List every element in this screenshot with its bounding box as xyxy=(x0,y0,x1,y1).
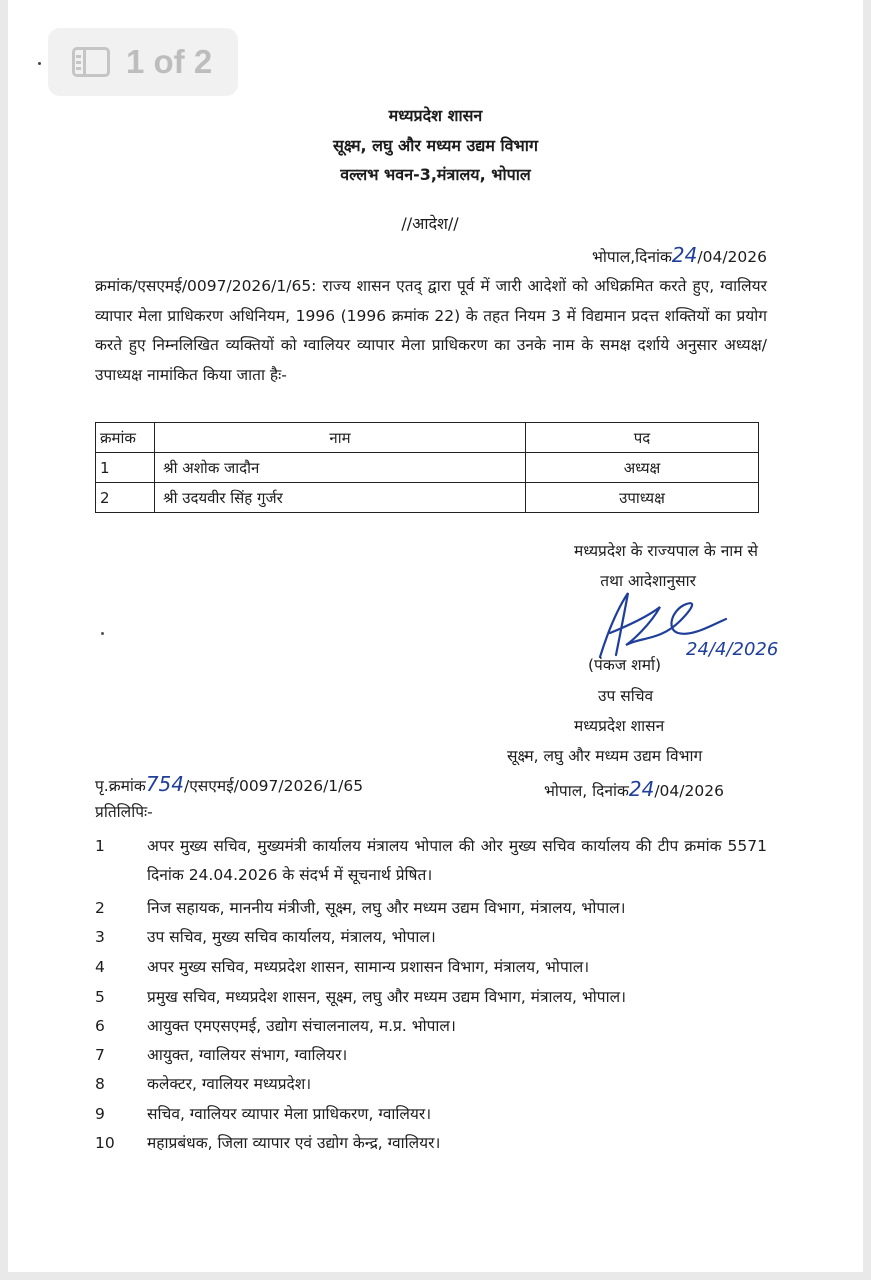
copy-number: 3 xyxy=(95,928,105,946)
copy-recipient: आयुक्त एमएसएमई, उद्योग संचालनालय, म.प्र. भोपाल। xyxy=(147,1017,456,1035)
endorsement-ref-prefix: पृ.क्रमांक xyxy=(95,777,146,795)
scan-speck xyxy=(101,632,104,635)
table-cell-serial: 2 xyxy=(96,483,155,513)
copy-number: 1 xyxy=(95,837,105,855)
endorsement-date-day: 24 xyxy=(628,777,655,801)
endorsement-ref-number: 754 xyxy=(145,772,185,796)
endorsement-ref-suffix: /एसएमई/0097/2026/1/65 xyxy=(184,777,364,795)
table-cell-post: उपाध्यक्ष xyxy=(526,483,759,513)
sidebar-panel-icon[interactable] xyxy=(72,47,110,77)
copy-number: 6 xyxy=(95,1017,105,1035)
table-header-row xyxy=(96,423,759,453)
endorsement-date-suffix: /04/2026 xyxy=(654,782,724,800)
table-header-serial: क्रमांक xyxy=(96,423,155,453)
list-item xyxy=(95,832,767,890)
copy-recipient: उप सचिव, मुख्य सचिव कार्यालय, मंत्रालय, भोपाल। xyxy=(147,928,436,946)
table-row xyxy=(96,483,759,513)
header-address: वल्लभ भवन-3,मंत्रालय, भोपाल xyxy=(340,165,531,184)
page-indicator[interactable] xyxy=(48,28,238,96)
copy-recipient: कलेक्टर, ग्वालियर मध्यप्रदेश। xyxy=(147,1075,312,1093)
copy-recipient: निज सहायक, माननीय मंत्रीजी, सूक्ष्म, लघु और मध्यम उद्यम विभाग, मंत्रालय, भोपाल। xyxy=(147,899,626,917)
copy-number: 10 xyxy=(95,1134,115,1152)
page-indicator-label: 1 of 2 xyxy=(126,43,213,80)
table-cell-post: अध्यक्ष xyxy=(526,453,759,483)
signatory-name: (पंकज शर्मा) xyxy=(588,656,662,674)
copy-recipient: सचिव, ग्वालियर व्यापार मेला प्राधिकरण, ग्वालियर। xyxy=(147,1105,432,1123)
order-date xyxy=(592,245,767,267)
copy-number: 8 xyxy=(95,1075,105,1093)
designation-department: सूक्ष्म, लघु और मध्यम उद्यम विभाग xyxy=(507,747,703,765)
scan-speck xyxy=(38,62,41,65)
designation-deputy-secretary: उप सचिव xyxy=(598,687,654,705)
order-paragraph: क्रमांक/एसएमई/0097/2026/1/65: राज्य शासन एतद् द्वारा पूर्व में जारी आदेशों को अधिक्रमित करते हुए, ग्वालियर व्यापार मेला प्राधिकरण अधिनियम, 1996 (1996 क्रमांक 22) के तहत नियम 3 में विद्यमान प्रदत्त शक्तियों का प्रयोग करते हुए निम्नलिखित व्यक्तियों को ग्वालियर व्यापार मेला प्राधिकरण का उनके नाम के समक्ष दर्शाये अनुसार अध्यक्ष/उपाध्यक्ष नामांकित किया जाता हैः- xyxy=(95,277,767,384)
authority-line-1: मध्यप्रदेश के राज्यपाल के नाम से xyxy=(573,542,758,560)
designation-government: मध्यप्रदेश शासन xyxy=(574,717,665,735)
order-date-prefix: भोपाल,दिनांक xyxy=(591,248,672,266)
header-department: सूक्ष्म, लघु और मध्यम उद्यम विभाग xyxy=(333,136,538,155)
table-cell-serial: 1 xyxy=(96,453,155,483)
table-cell-name: श्री अशोक जादौन xyxy=(155,453,526,483)
endorsement-date xyxy=(544,779,724,801)
copy-number: 7 xyxy=(95,1046,105,1064)
header-government: मध्यप्रदेश शासन xyxy=(388,106,483,125)
table-header-post: पद xyxy=(526,423,759,453)
copy-recipient: अपर मुख्य सचिव, मध्यप्रदेश शासन, सामान्य प्रशासन विभाग, मंत्रालय, भोपाल। xyxy=(147,958,590,976)
table-row xyxy=(96,453,759,483)
copy-recipient: आयुक्त, ग्वालियर संभाग, ग्वालियर। xyxy=(147,1046,348,1064)
copy-number: 9 xyxy=(95,1105,105,1123)
copies-title: प्रतिलिपिः- xyxy=(95,803,153,821)
endorsement-reference xyxy=(95,774,363,796)
copy-recipient: महाप्रबंधक, जिला व्यापार एवं उद्योग केन्द्र, ग्वालियर। xyxy=(147,1134,441,1152)
order-date-day: 24 xyxy=(671,243,698,267)
signature-date: 24/4/2026 xyxy=(686,639,779,660)
copy-number: 5 xyxy=(95,988,105,1006)
copy-number: 2 xyxy=(95,899,105,917)
copy-number: 4 xyxy=(95,958,105,976)
order-title: //आदेश// xyxy=(401,214,459,233)
nominees-table xyxy=(95,422,759,513)
copy-recipient: प्रमुख सचिव, मध्यप्रदेश शासन, सूक्ष्म, लघु और मध्यम उद्यम विभाग, मंत्रालय, भोपाल। xyxy=(147,988,626,1006)
authority-line-2: तथा आदेशानुसार xyxy=(600,572,696,590)
endorsement-date-prefix: भोपाल, दिनांक xyxy=(544,782,629,800)
order-date-suffix: /04/2026 xyxy=(697,248,767,266)
copy-recipient: अपर मुख्य सचिव, मुख्यमंत्री कार्यालय मंत्रालय भोपाल की ओर मुख्य सचिव कार्यालय की टीप क्रमांक 5571 दिनांक 24.04.2026 के संदर्भ में सूचनार्थ प्रेषित। xyxy=(147,837,767,884)
table-cell-name: श्री उदयवीर सिंह गुर्जर xyxy=(155,483,526,513)
table-header-name: नाम xyxy=(155,423,526,453)
